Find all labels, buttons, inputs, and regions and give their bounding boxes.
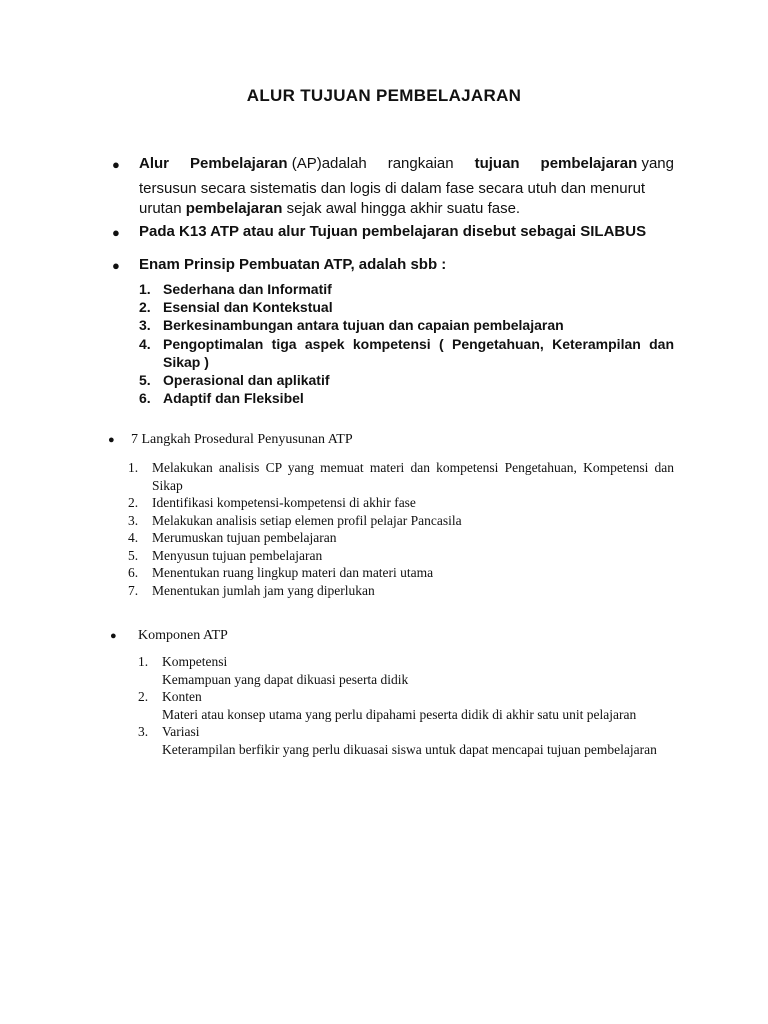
list-number: 3. <box>139 317 151 334</box>
list-text: Berkesinambungan antara tujuan dan capaian pembelajaran <box>163 317 564 334</box>
bullet-icon: ● <box>108 434 115 446</box>
word: sejak awal hingga akhir suatu fase. <box>286 200 521 217</box>
list-number: 6. <box>139 390 151 407</box>
word: Pembelajaran <box>189 155 288 172</box>
list-text: Melakukan analisis setiap elemen profil pelajar Pancasila <box>152 512 462 528</box>
component-label: Konten <box>162 689 202 704</box>
list-item <box>138 653 674 688</box>
list-number: 3. <box>138 724 149 739</box>
component-label: Kompetensi <box>162 654 228 669</box>
list-text: Esensial dan Kontekstual <box>163 299 333 316</box>
list-number: 1. <box>128 460 139 475</box>
list-number: 2. <box>128 495 139 510</box>
bullet-icon: ● <box>112 157 120 172</box>
list-item <box>138 688 674 723</box>
word: yang <box>641 155 674 172</box>
bullet-icon: ● <box>110 630 117 642</box>
list-item <box>128 529 674 547</box>
components-heading: Komponen ATP <box>138 628 228 643</box>
list-number: 7. <box>128 582 139 598</box>
list-item <box>138 723 674 758</box>
word: rangkaian <box>387 155 454 172</box>
list-item <box>128 547 674 565</box>
list-text: Menyusun tujuan pembelajaran <box>152 547 323 563</box>
list-item <box>128 582 674 600</box>
list-text: Identifikasi kompetensi-kompetensi di akhir fase <box>152 495 416 510</box>
list-text: Menentukan ruang lingkup materi dan materi utama <box>152 565 434 580</box>
components-list <box>138 653 674 758</box>
component-label: Variasi <box>162 724 200 739</box>
list-number: 5. <box>128 547 139 563</box>
list-number: 4. <box>139 335 151 352</box>
list-number: 3. <box>128 512 139 528</box>
list-text: Sederhana dan Informatif <box>163 281 332 297</box>
list-text: Menentukan jumlah jam yang diperlukan <box>152 582 375 598</box>
steps-list <box>128 459 674 599</box>
steps-heading: 7 Langkah Prosedural Penyusunan ATP <box>131 432 353 447</box>
list-number: 6. <box>128 565 139 580</box>
list-item <box>128 494 674 512</box>
component-desc: Keterampilan berfikir yang perlu dikuasai siswa untuk dapat mencapai tujuan pembelajaran <box>162 741 657 757</box>
list-number: 1. <box>138 654 149 669</box>
list-item <box>128 564 674 582</box>
list-text: Adaptif dan Fleksibel <box>163 390 304 407</box>
list-number: 2. <box>139 299 151 316</box>
list-number: 5. <box>139 372 151 389</box>
word: pembelajaran <box>185 200 283 217</box>
list-number: 4. <box>128 530 139 545</box>
list-item <box>139 371 674 389</box>
paragraph-line: tersusun secara sistematis dan logis di dalam fase secara utuh dan menurut <box>139 180 646 197</box>
list-item <box>139 280 674 298</box>
component-body <box>162 653 674 688</box>
bullet-icon: ● <box>112 225 120 240</box>
word: tujuan <box>474 155 520 172</box>
page-title: ALUR TUJUAN PEMBELAJARAN <box>246 86 522 105</box>
word: urutan <box>139 200 182 217</box>
bullet-icon: ● <box>112 258 120 273</box>
definition-paragraph <box>139 154 674 219</box>
silabus-note: Pada K13 ATP atau alur Tujuan pembelajaran disebut sebagai SILABUS <box>139 223 647 240</box>
component-desc: Materi atau konsep utama yang perlu dipahami peserta didik di akhir satu unit pelajaran <box>162 706 637 722</box>
list-item <box>139 298 674 316</box>
component-desc: Kemampuan yang dapat dikuasi peserta didik <box>162 671 409 687</box>
word: pembelajaran <box>540 155 638 172</box>
list-item <box>128 512 674 530</box>
list-item <box>128 459 674 494</box>
component-body <box>162 723 674 758</box>
word: (AP)adalah <box>291 155 367 172</box>
list-number: 1. <box>139 281 151 297</box>
principles-heading: Enam Prinsip Pembuatan ATP, adalah sbb : <box>139 256 447 273</box>
list-text: Melakukan analisis CP yang memuat materi dan kompetensi Pengetahuan, Kompetensi dan Sikap <box>152 460 674 493</box>
list-item <box>139 335 674 371</box>
paragraph-line <box>139 199 674 219</box>
list-number: 2. <box>138 689 149 704</box>
list-item <box>139 389 674 407</box>
component-body <box>162 688 674 723</box>
word: Alur <box>139 155 169 172</box>
list-text: Merumuskan tujuan pembelajaran <box>152 530 337 545</box>
list-text: Operasional dan aplikatif <box>163 372 330 389</box>
list-text: Pengoptimalan tiga aspek kompetensi ( Pengetahuan, Keterampilan dan Sikap ) <box>163 335 674 370</box>
list-item <box>139 316 674 334</box>
principles-list <box>139 280 674 407</box>
